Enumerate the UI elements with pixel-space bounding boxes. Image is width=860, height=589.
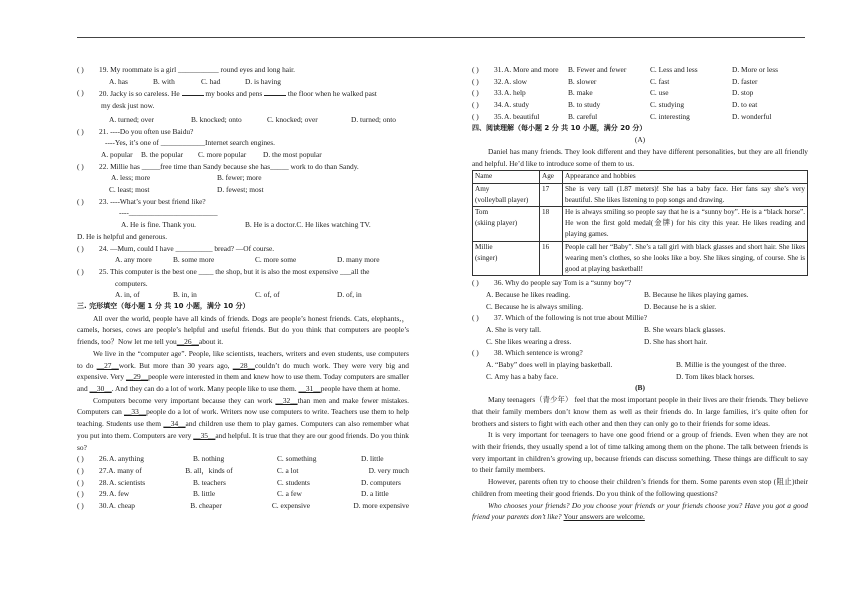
question-25: ( ) 25. This computer is the best one ____ the shop, but it is also the most expensive ___all the bbox=[77, 266, 370, 276]
cloze-paragraph-3: Computers become very important because they can work __32__than men and make fewer mistakes. Computers can __33__people do a lot of work. Writers now use computers to write. Teachers use them to help teaching. Students use them __34__and children use them to play games. Computers can also remember what you put into them. Computers are very __35__and helpful. It is true that they are our good friends. Do you think so? bbox=[77, 395, 409, 452]
part-b-label: (B) bbox=[635, 383, 645, 393]
question-36: ( ) 36. Why do people say Tom is a “sunny boy”? bbox=[472, 278, 632, 288]
options-25: A. in, of B. in, in C. of, of D. of, in bbox=[115, 290, 362, 300]
right-column bbox=[472, 64, 808, 523]
question-21: ( ) 21. ----Do you often use Baidu? bbox=[77, 126, 194, 136]
options-24: A. any more B. some more C. more some D. many more bbox=[115, 255, 380, 265]
blank bbox=[182, 87, 204, 96]
left-column bbox=[77, 64, 409, 512]
question-23-answer: ----________________________ bbox=[119, 208, 218, 218]
cloze-question-27: ( ) 27. A. many of B. all，kinds of C. a lot D. very much bbox=[77, 465, 409, 475]
passage-b-paragraph-1: Many teenagers（青少年） feel that the most important people in their lives are their friends. They believe that their family members don’t know them as well as their friends do. In large families, it’s quite often for brothers and sisters to fight with each other and then they can only go to their friends for some ideas. bbox=[472, 395, 808, 428]
cloze-question-26: ( ) 26. A. anything B. nothing C. something D. little bbox=[77, 454, 384, 464]
cloze-question-31: ( ) 31. A. More and more B. Fewer and fewer C. Less and less D. More or less bbox=[472, 65, 778, 74]
question-20: ( ) 20. Jacky is so careless. He my books and pens the floor when he walked past bbox=[77, 88, 377, 99]
options-38a: A. “Baby” does well in playing basketball. B. Millie is the youngest of the three. bbox=[486, 360, 787, 370]
options-22b: C. least; most D. fewest; most bbox=[109, 185, 264, 195]
question-38: ( ) 38. Which sentence is wrong? bbox=[472, 348, 583, 358]
question-23: ( ) 23. ----What’s your best friend like? bbox=[77, 196, 206, 206]
options-23-d: D. He is helpful and generous. bbox=[77, 231, 168, 241]
cloze-question-35: ( ) 35. A. beautiful B. careful C. interesting D. wonderful bbox=[472, 111, 772, 121]
cloze-paragraph-2: We live in the “computer age”. People, like scientists, teachers, writers and even students, use computers to do __27__work. But more than 30 years ago, __28__couldn’t do much work. They were very big and expensive. Very __29__people were interested in them and knew how to use them. Today computers are smaller and __30__. And they can do a lot of work. Many people like to use them. __31__people have them at home. bbox=[77, 348, 409, 393]
part-a-label: (A) bbox=[634, 135, 646, 145]
question-24: ( ) 24. —Mum, could I have __________ bread? —Of course. bbox=[77, 243, 275, 253]
table-row: Millie (singer) 16 People call her “Baby”. She’s a tall girl with black glasses and short hair. She likes wearing men’s clothes, so she looks like a boy. She likes singing, of course. She is good at playing basketball! bbox=[473, 241, 808, 276]
cloze-question-32: ( ) 32. A. slow B. slower C. fast D. faster bbox=[472, 76, 758, 86]
passage-b-paragraph-2: It is very important for teenagers to have one good friend or a group of friends. Even when they are not with their friends, they usually spend a lot of time talking among them on the phone. The talk between friends is very important in children’s growing up, because friends can discuss something. These things are difficult to say to their family members. bbox=[472, 430, 808, 475]
blank bbox=[264, 87, 286, 96]
cloze-question-29: ( ) 29. A. few B. little C. a few D. a little bbox=[77, 489, 389, 499]
table-row: Amy (volleyball player) 17 She is very tall (1.87 meters)! She has a baby face. Her fans say she’s very beautiful. She likes listening to pop songs and drawing. bbox=[473, 183, 808, 206]
options-20: A. turned; over B. knocked; onto C. knocked; over D. turned; onto bbox=[109, 114, 396, 124]
options-23: A. He is fine. Thank you. B. He is a doctor.C. He likes watching TV. bbox=[121, 220, 371, 230]
options-22a: A. less; more B. fewer; more bbox=[111, 173, 262, 183]
section-heading-reading: 四、阅读理解（每小题 2 分 共 10 小题，满分 20 分） bbox=[472, 123, 647, 132]
passage-b-closing: Who chooses your friends? Do you choose your friends or your friends choose you? Have you got a good friend your parents don’t like? Your answers are welcome. bbox=[472, 500, 808, 522]
options-19: A. has B. with C. had D. is having bbox=[109, 76, 281, 86]
cloze-question-30: ( ) 30. A. cheap B. cheaper C. expensive D. more expensive bbox=[77, 501, 410, 511]
cloze-question-34: ( ) 34. A. study B. to study C. studying D. to eat bbox=[472, 100, 758, 110]
cloze-paragraph-1: All over the world, people have all kinds of friends. Dogs are people’s honest friends. Cats, elephants,，camels, horses, cows are people’s helpful and useful friends. But do you think that computers are people’s friends, too？Now let me tell you__26__about it. bbox=[77, 313, 409, 347]
friends-table bbox=[472, 170, 808, 276]
options-37a: A. She is very tall. B. She wears black glasses. bbox=[486, 324, 726, 334]
section-heading-cloze: 三. 完形填空（每小题 1 分 共 10 小题，满分 10 分） bbox=[77, 302, 250, 311]
options-21: A. popular B. the popular C. more popular D. the most popular bbox=[101, 149, 322, 159]
passage-b-paragraph-3: However, parents often try to choose their children’s friends for them. Some parents even stop (阻止)their children from meeting their good friends. Do you think of the following questions? bbox=[472, 477, 808, 498]
question-20-cont: my desk just now. bbox=[101, 101, 155, 111]
question-21-answer: ----Yes, it’s one of ____________Internet search engines. bbox=[105, 138, 276, 148]
intro-a: Daniel has many friends. They look different and they have different personalities, but they are all friendly and helpful. He’d like to introduce some of them to us. bbox=[472, 146, 808, 168]
table-header-row: Name Age Appearance and hobbies bbox=[473, 171, 808, 183]
question-25-cont: computers. bbox=[115, 278, 148, 288]
options-36b: C. Because he is always smiling. D. Because he is a skier. bbox=[486, 301, 717, 311]
header-rule bbox=[77, 37, 805, 38]
options-36a: A. Because he likes reading. B. Because he likes playing games. bbox=[486, 289, 749, 299]
cloze-question-28: ( ) 28. A. scientists B. teachers C. students D. computers bbox=[77, 477, 401, 487]
question-19: ( ) 19. My roommate is a girl ___________ round eyes and long hair. bbox=[77, 65, 296, 74]
options-38b: C. Amy has a baby face. D. Tom likes black horses. bbox=[486, 371, 755, 381]
options-37b: C. She likes wearing a dress. D. She has short hair. bbox=[486, 336, 708, 346]
question-22: ( ) 22. Millie has _____free time than Sandy because she has_____ work to do than Sandy. bbox=[77, 161, 359, 171]
question-37: ( ) 37. Which of the following is not true about Millie? bbox=[472, 313, 647, 323]
table-row: Tom (skiing player) 18 He is always smiling so people say that he is a “sunny boy”. He is a “black horse”. He won the first gold medal(金牌) for his city this year. He likes reading and playing games. bbox=[473, 206, 808, 241]
cloze-question-33: ( ) 33. A. help B. make C. use D. stop bbox=[472, 88, 754, 98]
